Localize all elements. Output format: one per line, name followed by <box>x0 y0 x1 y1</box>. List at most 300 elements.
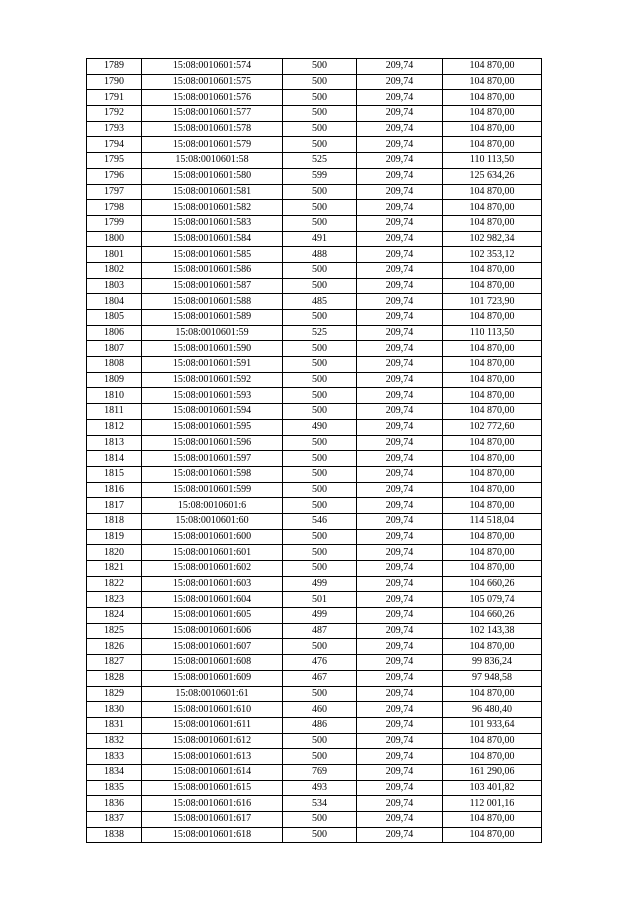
area-cell: 486 <box>283 717 357 733</box>
cadastral-value-cell: 161 290,06 <box>443 764 542 780</box>
area-cell: 500 <box>283 812 357 828</box>
cadastral-value-cell: 104 870,00 <box>443 121 542 137</box>
area-cell: 485 <box>283 294 357 310</box>
row-number-cell: 1807 <box>87 341 142 357</box>
table-row <box>87 592 542 608</box>
row-number-cell: 1838 <box>87 827 142 843</box>
table-row <box>87 717 542 733</box>
row-number-cell: 1828 <box>87 670 142 686</box>
cadastral-number-cell: 15:08:0010601:611 <box>142 717 283 733</box>
table-row <box>87 466 542 482</box>
cadastral-value-cell: 110 113,50 <box>443 153 542 169</box>
row-number-cell: 1812 <box>87 419 142 435</box>
row-number-cell: 1822 <box>87 576 142 592</box>
area-cell: 500 <box>283 121 357 137</box>
cadastral-number-cell: 15:08:0010601:59 <box>142 325 283 341</box>
area-cell: 500 <box>283 404 357 420</box>
cadastral-value-cell: 104 870,00 <box>443 733 542 749</box>
area-cell: 525 <box>283 153 357 169</box>
cadastral-value-cell: 104 870,00 <box>443 639 542 655</box>
table-row <box>87 451 542 467</box>
cadastral-value-cell: 103 401,82 <box>443 780 542 796</box>
area-cell: 500 <box>283 482 357 498</box>
table-row <box>87 608 542 624</box>
table-row <box>87 262 542 278</box>
row-number-cell: 1824 <box>87 608 142 624</box>
table-row <box>87 106 542 122</box>
cadastral-value-cell: 104 870,00 <box>443 827 542 843</box>
cadastral-value-cell: 105 079,74 <box>443 592 542 608</box>
row-number-cell: 1806 <box>87 325 142 341</box>
row-number-cell: 1803 <box>87 278 142 294</box>
row-number-cell: 1810 <box>87 388 142 404</box>
cadastral-value-cell: 104 870,00 <box>443 357 542 373</box>
table-row <box>87 623 542 639</box>
area-cell: 534 <box>283 796 357 812</box>
cadastral-value-cell: 104 870,00 <box>443 341 542 357</box>
cadastral-number-cell: 15:08:0010601:607 <box>142 639 283 655</box>
cadastral-number-cell: 15:08:0010601:605 <box>142 608 283 624</box>
cadastral-number-cell: 15:08:0010601:575 <box>142 74 283 90</box>
cadastral-value-cell: 104 870,00 <box>443 388 542 404</box>
cadastral-value-cell: 104 870,00 <box>443 451 542 467</box>
area-cell: 499 <box>283 608 357 624</box>
area-cell: 500 <box>283 278 357 294</box>
area-cell: 500 <box>283 59 357 75</box>
row-number-cell: 1814 <box>87 451 142 467</box>
cadastral-number-cell: 15:08:0010601:616 <box>142 796 283 812</box>
cadastral-value-cell: 104 870,00 <box>443 482 542 498</box>
specific-value-cell: 209,74 <box>357 592 443 608</box>
cadastral-value-cell: 102 353,12 <box>443 247 542 263</box>
area-cell: 476 <box>283 655 357 671</box>
row-number-cell: 1817 <box>87 498 142 514</box>
area-cell: 500 <box>283 262 357 278</box>
table-row <box>87 59 542 75</box>
row-number-cell: 1834 <box>87 764 142 780</box>
cadastral-value-cell: 104 870,00 <box>443 59 542 75</box>
specific-value-cell: 209,74 <box>357 561 443 577</box>
specific-value-cell: 209,74 <box>357 153 443 169</box>
cadastral-number-cell: 15:08:0010601:606 <box>142 623 283 639</box>
cadastral-number-cell: 15:08:0010601:612 <box>142 733 283 749</box>
specific-value-cell: 209,74 <box>357 639 443 655</box>
area-cell: 488 <box>283 247 357 263</box>
cadastral-value-cell: 104 870,00 <box>443 184 542 200</box>
cadastral-number-cell: 15:08:0010601:585 <box>142 247 283 263</box>
specific-value-cell: 209,74 <box>357 90 443 106</box>
specific-value-cell: 209,74 <box>357 262 443 278</box>
cadastral-value-cell: 110 113,50 <box>443 325 542 341</box>
specific-value-cell: 209,74 <box>357 357 443 373</box>
table-row <box>87 639 542 655</box>
specific-value-cell: 209,74 <box>357 247 443 263</box>
specific-value-cell: 209,74 <box>357 796 443 812</box>
cadastral-number-cell: 15:08:0010601:599 <box>142 482 283 498</box>
specific-value-cell: 209,74 <box>357 404 443 420</box>
table-row <box>87 294 542 310</box>
area-cell: 500 <box>283 90 357 106</box>
specific-value-cell: 209,74 <box>357 200 443 216</box>
area-cell: 500 <box>283 388 357 404</box>
area-cell: 500 <box>283 749 357 765</box>
table-row <box>87 655 542 671</box>
cadastral-number-cell: 15:08:0010601:588 <box>142 294 283 310</box>
row-number-cell: 1815 <box>87 466 142 482</box>
cadastral-number-cell: 15:08:0010601:604 <box>142 592 283 608</box>
area-cell: 500 <box>283 733 357 749</box>
specific-value-cell: 209,74 <box>357 388 443 404</box>
cadastral-number-cell: 15:08:0010601:579 <box>142 137 283 153</box>
cadastral-value-cell: 104 870,00 <box>443 74 542 90</box>
table-row <box>87 357 542 373</box>
area-cell: 500 <box>283 74 357 90</box>
row-number-cell: 1837 <box>87 812 142 828</box>
specific-value-cell: 209,74 <box>357 466 443 482</box>
table-row <box>87 372 542 388</box>
row-number-cell: 1792 <box>87 106 142 122</box>
area-cell: 491 <box>283 231 357 247</box>
cadastral-number-cell: 15:08:0010601:592 <box>142 372 283 388</box>
row-number-cell: 1791 <box>87 90 142 106</box>
table-row <box>87 545 542 561</box>
row-number-cell: 1821 <box>87 561 142 577</box>
area-cell: 500 <box>283 215 357 231</box>
cadastral-value-cell: 104 870,00 <box>443 372 542 388</box>
area-cell: 500 <box>283 529 357 545</box>
specific-value-cell: 209,74 <box>357 749 443 765</box>
cadastral-value-cell: 101 723,90 <box>443 294 542 310</box>
specific-value-cell: 209,74 <box>357 764 443 780</box>
area-cell: 500 <box>283 137 357 153</box>
specific-value-cell: 209,74 <box>357 435 443 451</box>
row-number-cell: 1811 <box>87 404 142 420</box>
row-number-cell: 1789 <box>87 59 142 75</box>
cadastral-number-cell: 15:08:0010601:594 <box>142 404 283 420</box>
row-number-cell: 1790 <box>87 74 142 90</box>
area-cell: 490 <box>283 419 357 435</box>
row-number-cell: 1835 <box>87 780 142 796</box>
specific-value-cell: 209,74 <box>357 812 443 828</box>
area-cell: 500 <box>283 639 357 655</box>
table-row <box>87 121 542 137</box>
specific-value-cell: 209,74 <box>357 184 443 200</box>
specific-value-cell: 209,74 <box>357 294 443 310</box>
row-number-cell: 1794 <box>87 137 142 153</box>
row-number-cell: 1799 <box>87 215 142 231</box>
specific-value-cell: 209,74 <box>357 168 443 184</box>
cadastral-value-cell: 102 982,34 <box>443 231 542 247</box>
area-cell: 467 <box>283 670 357 686</box>
cadastral-number-cell: 15:08:0010601:577 <box>142 106 283 122</box>
cadastral-number-cell: 15:08:0010601:601 <box>142 545 283 561</box>
row-number-cell: 1825 <box>87 623 142 639</box>
specific-value-cell: 209,74 <box>357 121 443 137</box>
area-cell: 500 <box>283 372 357 388</box>
row-number-cell: 1832 <box>87 733 142 749</box>
cadastral-number-cell: 15:08:0010601:590 <box>142 341 283 357</box>
cadastral-number-cell: 15:08:0010601:600 <box>142 529 283 545</box>
row-number-cell: 1827 <box>87 655 142 671</box>
cadastral-value-cell: 104 870,00 <box>443 137 542 153</box>
area-cell: 500 <box>283 357 357 373</box>
cadastral-value-cell: 104 870,00 <box>443 545 542 561</box>
table-row <box>87 419 542 435</box>
table-row <box>87 310 542 326</box>
cadastral-number-cell: 15:08:0010601:574 <box>142 59 283 75</box>
specific-value-cell: 209,74 <box>357 529 443 545</box>
table-row <box>87 325 542 341</box>
table-row <box>87 827 542 843</box>
row-number-cell: 1808 <box>87 357 142 373</box>
cadastral-number-cell: 15:08:0010601:584 <box>142 231 283 247</box>
cadastral-number-cell: 15:08:0010601:586 <box>142 262 283 278</box>
cadastral-number-cell: 15:08:0010601:582 <box>142 200 283 216</box>
area-cell: 546 <box>283 513 357 529</box>
row-number-cell: 1809 <box>87 372 142 388</box>
row-number-cell: 1836 <box>87 796 142 812</box>
cadastral-value-cell: 104 870,00 <box>443 90 542 106</box>
row-number-cell: 1818 <box>87 513 142 529</box>
cadastral-value-cell: 104 870,00 <box>443 812 542 828</box>
specific-value-cell: 209,74 <box>357 372 443 388</box>
table-row <box>87 702 542 718</box>
area-cell: 500 <box>283 435 357 451</box>
cadastral-number-cell: 15:08:0010601:58 <box>142 153 283 169</box>
table-row <box>87 388 542 404</box>
area-cell: 500 <box>283 561 357 577</box>
row-number-cell: 1819 <box>87 529 142 545</box>
area-cell: 460 <box>283 702 357 718</box>
cadastral-number-cell: 15:08:0010601:61 <box>142 686 283 702</box>
cadastral-number-cell: 15:08:0010601:617 <box>142 812 283 828</box>
cadastral-value-cell: 102 143,38 <box>443 623 542 639</box>
cadastral-value-cell: 104 870,00 <box>443 686 542 702</box>
specific-value-cell: 209,74 <box>357 608 443 624</box>
cadastral-value-cell: 104 870,00 <box>443 310 542 326</box>
specific-value-cell: 209,74 <box>357 106 443 122</box>
cadastral-number-cell: 15:08:0010601:610 <box>142 702 283 718</box>
row-number-cell: 1797 <box>87 184 142 200</box>
specific-value-cell: 209,74 <box>357 231 443 247</box>
area-cell: 500 <box>283 341 357 357</box>
table-row <box>87 749 542 765</box>
table-row <box>87 74 542 90</box>
cadastral-value-cell: 104 870,00 <box>443 749 542 765</box>
specific-value-cell: 209,74 <box>357 686 443 702</box>
specific-value-cell: 209,74 <box>357 827 443 843</box>
cadastral-value-cell: 104 870,00 <box>443 262 542 278</box>
cadastral-value-cell: 96 480,40 <box>443 702 542 718</box>
area-cell: 493 <box>283 780 357 796</box>
row-number-cell: 1798 <box>87 200 142 216</box>
cadastral-value-cell: 104 870,00 <box>443 200 542 216</box>
cadastral-value-cell: 104 870,00 <box>443 529 542 545</box>
area-cell: 500 <box>283 451 357 467</box>
row-number-cell: 1801 <box>87 247 142 263</box>
cadastral-number-cell: 15:08:0010601:591 <box>142 357 283 373</box>
row-number-cell: 1830 <box>87 702 142 718</box>
table-row <box>87 812 542 828</box>
specific-value-cell: 209,74 <box>357 717 443 733</box>
area-cell: 599 <box>283 168 357 184</box>
table-row <box>87 153 542 169</box>
table-row <box>87 498 542 514</box>
table-row <box>87 215 542 231</box>
specific-value-cell: 209,74 <box>357 74 443 90</box>
row-number-cell: 1831 <box>87 717 142 733</box>
cadastral-value-cell: 99 836,24 <box>443 655 542 671</box>
table-row <box>87 561 542 577</box>
cadastral-value-cell: 112 001,16 <box>443 796 542 812</box>
cadastral-number-cell: 15:08:0010601:60 <box>142 513 283 529</box>
cadastral-number-cell: 15:08:0010601:589 <box>142 310 283 326</box>
specific-value-cell: 209,74 <box>357 137 443 153</box>
table-row <box>87 576 542 592</box>
table-row <box>87 231 542 247</box>
cadastral-number-cell: 15:08:0010601:618 <box>142 827 283 843</box>
table-row <box>87 764 542 780</box>
area-cell: 769 <box>283 764 357 780</box>
cadastral-number-cell: 15:08:0010601:587 <box>142 278 283 294</box>
cadastral-number-cell: 15:08:0010601:581 <box>142 184 283 200</box>
cadastral-value-cell: 104 870,00 <box>443 278 542 294</box>
specific-value-cell: 209,74 <box>357 733 443 749</box>
cadastral-value-cell: 104 870,00 <box>443 215 542 231</box>
area-cell: 500 <box>283 310 357 326</box>
cadastral-value-cell: 97 948,58 <box>443 670 542 686</box>
cadastral-number-cell: 15:08:0010601:6 <box>142 498 283 514</box>
cadastral-value-cell: 114 518,04 <box>443 513 542 529</box>
specific-value-cell: 209,74 <box>357 702 443 718</box>
table-row <box>87 341 542 357</box>
specific-value-cell: 209,74 <box>357 325 443 341</box>
cadastral-number-cell: 15:08:0010601:613 <box>142 749 283 765</box>
cadastral-number-cell: 15:08:0010601:596 <box>142 435 283 451</box>
area-cell: 500 <box>283 498 357 514</box>
cadastral-value-cell: 104 660,26 <box>443 608 542 624</box>
area-cell: 500 <box>283 106 357 122</box>
cadastral-value-cell: 104 870,00 <box>443 404 542 420</box>
specific-value-cell: 209,74 <box>357 451 443 467</box>
table-row <box>87 733 542 749</box>
table-row <box>87 513 542 529</box>
row-number-cell: 1795 <box>87 153 142 169</box>
specific-value-cell: 209,74 <box>357 576 443 592</box>
specific-value-cell: 209,74 <box>357 623 443 639</box>
cadastral-number-cell: 15:08:0010601:580 <box>142 168 283 184</box>
area-cell: 487 <box>283 623 357 639</box>
area-cell: 500 <box>283 184 357 200</box>
row-number-cell: 1820 <box>87 545 142 561</box>
specific-value-cell: 209,74 <box>357 545 443 561</box>
cadastral-number-cell: 15:08:0010601:578 <box>142 121 283 137</box>
area-cell: 499 <box>283 576 357 592</box>
table-body <box>87 59 542 843</box>
specific-value-cell: 209,74 <box>357 310 443 326</box>
row-number-cell: 1804 <box>87 294 142 310</box>
specific-value-cell: 209,74 <box>357 655 443 671</box>
area-cell: 500 <box>283 686 357 702</box>
cadastral-number-cell: 15:08:0010601:593 <box>142 388 283 404</box>
cadastral-number-cell: 15:08:0010601:597 <box>142 451 283 467</box>
row-number-cell: 1826 <box>87 639 142 655</box>
table-row <box>87 137 542 153</box>
specific-value-cell: 209,74 <box>357 780 443 796</box>
specific-value-cell: 209,74 <box>357 670 443 686</box>
row-number-cell: 1802 <box>87 262 142 278</box>
cadastral-number-cell: 15:08:0010601:576 <box>142 90 283 106</box>
table-row <box>87 482 542 498</box>
row-number-cell: 1816 <box>87 482 142 498</box>
table-row <box>87 278 542 294</box>
specific-value-cell: 209,74 <box>357 513 443 529</box>
cadastral-number-cell: 15:08:0010601:598 <box>142 466 283 482</box>
table-row <box>87 90 542 106</box>
specific-value-cell: 209,74 <box>357 278 443 294</box>
specific-value-cell: 209,74 <box>357 482 443 498</box>
row-number-cell: 1813 <box>87 435 142 451</box>
cadastral-number-cell: 15:08:0010601:614 <box>142 764 283 780</box>
table-row <box>87 686 542 702</box>
cadastral-value-cell: 104 870,00 <box>443 561 542 577</box>
area-cell: 500 <box>283 827 357 843</box>
table-row <box>87 168 542 184</box>
cadastral-value-cell: 102 772,60 <box>443 419 542 435</box>
specific-value-cell: 209,74 <box>357 59 443 75</box>
area-cell: 525 <box>283 325 357 341</box>
specific-value-cell: 209,74 <box>357 419 443 435</box>
area-cell: 500 <box>283 200 357 216</box>
row-number-cell: 1833 <box>87 749 142 765</box>
cadastral-number-cell: 15:08:0010601:609 <box>142 670 283 686</box>
table-row <box>87 796 542 812</box>
row-number-cell: 1796 <box>87 168 142 184</box>
cadastral-value-cell: 104 870,00 <box>443 466 542 482</box>
cadastral-value-cell: 104 870,00 <box>443 106 542 122</box>
cadastral-number-cell: 15:08:0010601:583 <box>142 215 283 231</box>
row-number-cell: 1800 <box>87 231 142 247</box>
table-row <box>87 435 542 451</box>
table-row <box>87 404 542 420</box>
cadastral-number-cell: 15:08:0010601:602 <box>142 561 283 577</box>
table-row <box>87 670 542 686</box>
specific-value-cell: 209,74 <box>357 498 443 514</box>
area-cell: 501 <box>283 592 357 608</box>
row-number-cell: 1829 <box>87 686 142 702</box>
cadastral-number-cell: 15:08:0010601:615 <box>142 780 283 796</box>
row-number-cell: 1805 <box>87 310 142 326</box>
area-cell: 500 <box>283 545 357 561</box>
table-row <box>87 780 542 796</box>
row-number-cell: 1793 <box>87 121 142 137</box>
row-number-cell: 1823 <box>87 592 142 608</box>
table-row <box>87 247 542 263</box>
specific-value-cell: 209,74 <box>357 341 443 357</box>
cadastral-value-cell: 104 870,00 <box>443 498 542 514</box>
table-row <box>87 529 542 545</box>
cadastral-number-cell: 15:08:0010601:595 <box>142 419 283 435</box>
cadastral-number-cell: 15:08:0010601:603 <box>142 576 283 592</box>
table-row <box>87 184 542 200</box>
cadastral-value-cell: 125 634,26 <box>443 168 542 184</box>
area-cell: 500 <box>283 466 357 482</box>
cadastral-value-cell: 104 870,00 <box>443 435 542 451</box>
specific-value-cell: 209,74 <box>357 215 443 231</box>
cadastral-number-cell: 15:08:0010601:608 <box>142 655 283 671</box>
cadastral-value-cell: 101 933,64 <box>443 717 542 733</box>
cadastral-value-table <box>86 58 542 843</box>
